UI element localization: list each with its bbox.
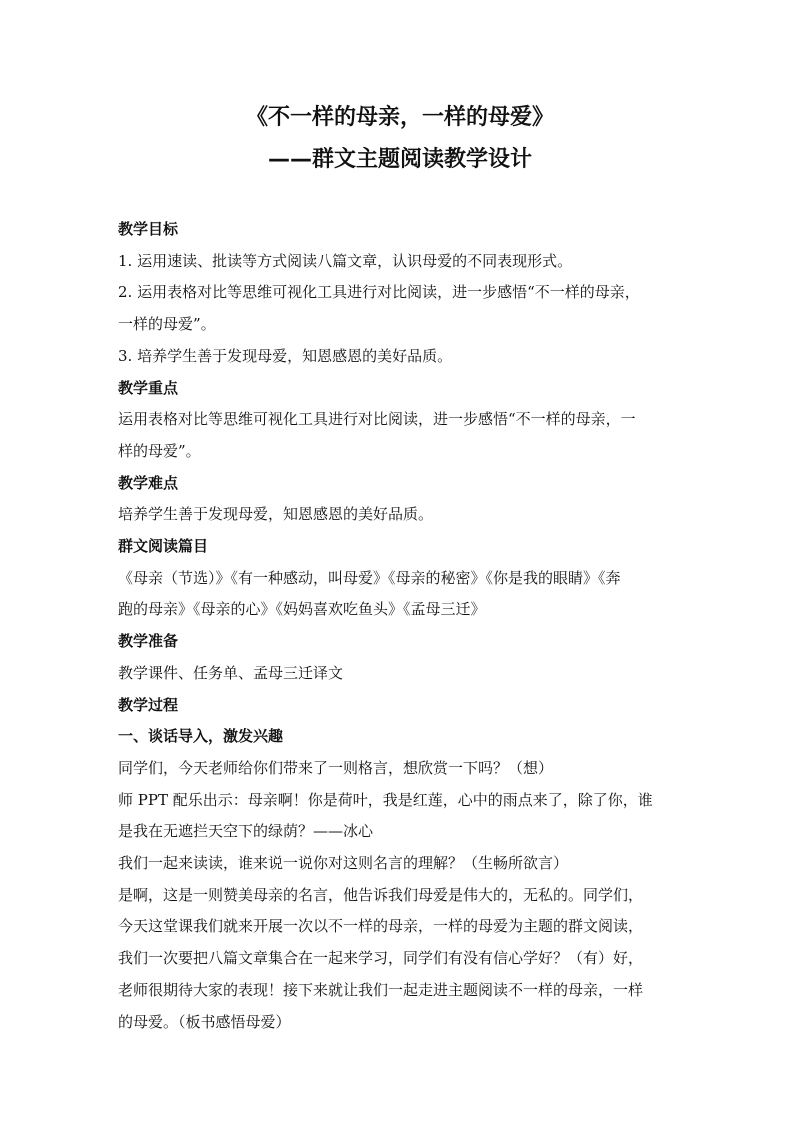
goals-line: 1. 运用速读、批读等方式阅读八篇文章，认识母爱的不同表现形式。: [118, 251, 573, 270]
goals-line: 一样的母爱”。: [118, 315, 216, 334]
readings-line: 《母亲（节选）》《有一种感动，叫母爱》《母亲的秘密》《你是我的眼睛》《奔: [118, 568, 621, 587]
document-title: 《不一样的母亲，一样的母爱》: [245, 105, 554, 130]
key-line: 运用表格对比等思维可视化工具进行对比阅读，进一步感悟“不一样的母亲，一: [118, 410, 636, 429]
section-heading-process: 教学过程: [118, 695, 179, 714]
section-heading-key: 教学重点: [118, 378, 179, 397]
prep-line: 教学课件、任务单、孟母三迁译文: [118, 663, 344, 682]
section-heading-prep: 教学准备: [118, 632, 179, 651]
section-heading-difficulty: 教学难点: [118, 473, 179, 492]
process-line: 是啊，这是一则赞美母亲的名言，他告诉我们母爱是伟大的，无私的。同学们，: [118, 885, 644, 904]
section-heading-readings: 群文阅读篇目: [118, 537, 209, 556]
process-line: 我们一次要把八篇文章集合在一起来学习，同学们有没有信心学好？（有）好，: [118, 949, 644, 968]
process-line: 我们一起来读读，谁来说一说你对这则名言的理解？（生畅所欲言）: [118, 854, 569, 873]
process-line: 老师很期待大家的表现！接下来就让我们一起走进主题阅读不一样的母亲，一样: [118, 980, 644, 999]
process-line: 师 PPT 配乐出示：母亲啊！你是荷叶，我是红莲，心中的雨点来了，除了你，谁: [118, 790, 653, 809]
readings-line: 跑的母亲》《母亲的心》《妈妈喜欢吃鱼头》《孟母三迁》: [118, 600, 486, 619]
section-heading-goals: 教学目标: [118, 220, 179, 238]
goals-line: 3. 培养学生善于发现母爱，知恩感恩的美好品质。: [118, 346, 453, 365]
document-body: [118, 214, 688, 1038]
key-line: 样的母爱”。: [118, 441, 201, 460]
process-line: 是我在无遮拦天空下的绿荫？——冰心: [118, 822, 374, 841]
process-line: 今天这堂课我们就来开展一次以不一样的母亲，一样的母爱为主题的群文阅读，: [118, 917, 644, 936]
process-line: 的母爱。（板书感悟母爱）: [118, 1012, 291, 1031]
process-subheading: 一、谈话导入，激发兴趣: [118, 727, 284, 746]
difficulty-line: 培养学生善于发现母爱，知恩感恩的美好品质。: [118, 505, 434, 524]
goals-line: 2. 运用表格对比等思维可视化工具进行对比阅读，进一步感悟“不一样的母亲，: [118, 283, 640, 302]
document-subtitle: ——群文主题阅读教学设计: [267, 147, 532, 172]
process-line: 同学们，今天老师给你们带来了一则格言，想欣赏一下吗？（想）: [118, 758, 554, 777]
